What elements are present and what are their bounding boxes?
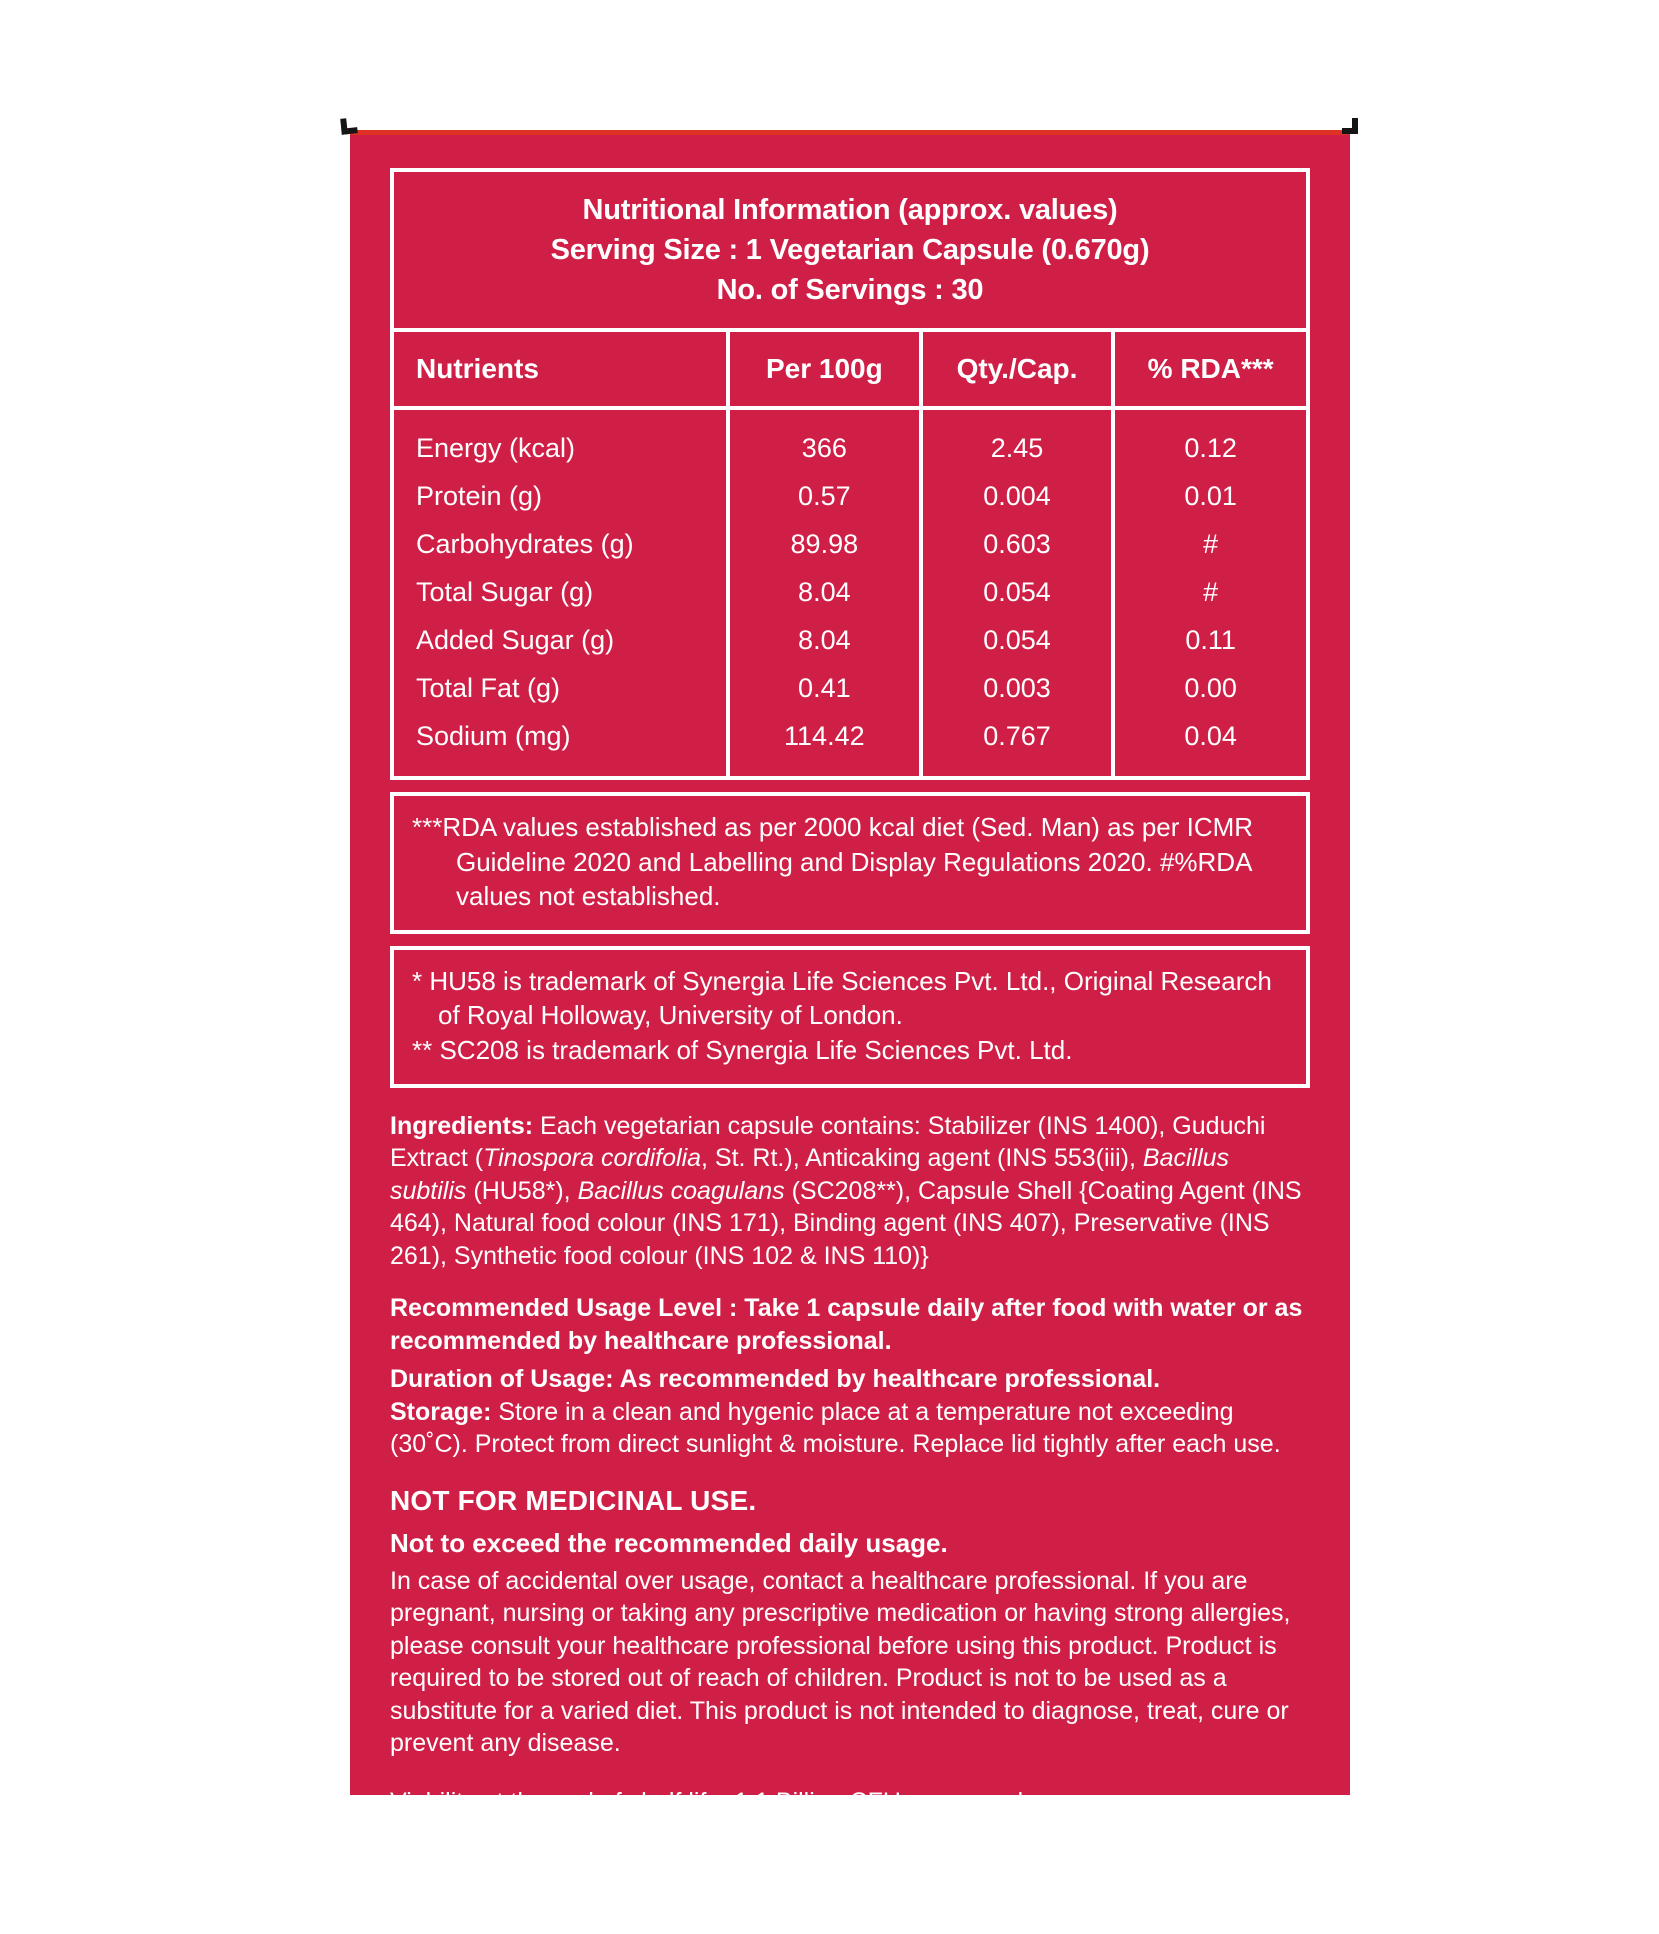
ingredients-species-3: Bacillus coagulans bbox=[577, 1176, 785, 1205]
ingredients-text-2: , St. Rt.), Anticaking agent (INS 553(iii), bbox=[701, 1144, 1143, 1173]
nutrition-table-head bbox=[394, 330, 1306, 408]
storage-text: Store in a clean and hygenic place at a temperature not exceeding (30˚C). Protect from direct sunlight & moisture. Replace lid tightly after each use. bbox=[390, 1397, 1281, 1459]
duration-of-usage-label: Duration of Usage: bbox=[390, 1365, 620, 1394]
table-header-row bbox=[394, 330, 1306, 408]
rda-footnote-text: ***RDA values established as per 2000 kcal diet (Sed. Man) as per ICMR Guideline 2020 and Labelling and Display Regulations 2020. #%RDA values not established. bbox=[412, 812, 1254, 912]
ingredients-species-1: Tinospora cordifolia bbox=[483, 1144, 702, 1173]
storage-label: Storage: bbox=[390, 1397, 492, 1426]
ingredients-paragraph bbox=[390, 1110, 1310, 1273]
cell-pct-rda: # bbox=[1203, 528, 1219, 559]
cell-nutrient: Added Sugar (g) bbox=[394, 616, 728, 664]
warning-body-text: In case of accidental over usage, contact a healthcare professional. If you are pregnant, nursing or taking any prescriptive medication or having strong allergies, please consult your healthcare professional before using this product. Product is required to be stored out of reach of children. Product is not to be used as a substitute for a varied diet. This product is not intended to diagnose, treat, cure or prevent any disease. bbox=[390, 1566, 1291, 1758]
duration-of-usage-text: As recommended by healthcare professional. bbox=[619, 1365, 1161, 1394]
nutrition-information-box bbox=[390, 168, 1310, 780]
label-body-text bbox=[390, 1110, 1310, 1819]
cell-qty-per-cap: 0.004 bbox=[921, 472, 1114, 520]
rda-footnote-box bbox=[390, 792, 1310, 934]
trademark-note-line-2: ** SC208 is trademark of Synergia Life Sciences Pvt. Ltd. bbox=[412, 1034, 1073, 1065]
nutrition-table-body bbox=[394, 408, 1306, 776]
cell-nutrient: Protein (g) bbox=[394, 472, 728, 520]
table-row bbox=[394, 408, 1306, 472]
serving-size-line: Serving Size : 1 Vegetarian Capsule (0.670g) bbox=[550, 234, 1150, 267]
cell-per-100g: 8.04 bbox=[728, 568, 921, 616]
cell-per-100g: 0.57 bbox=[728, 472, 921, 520]
ingredients-text-4: (SC208**), Capsule Shell {Coating Agent (INS 464), Natural food colour (INS 171), Binding agent (INS 407), Preservative (INS 261), Synthetic food colour (INS 102 & INS 110)} bbox=[390, 1176, 1302, 1270]
nutrition-heading bbox=[394, 172, 1306, 328]
viability-statement: Viability at the end of shelf life: 1.1 Billion CFU per capsule. bbox=[390, 1787, 1045, 1816]
column-header-nutrients: Nutrients bbox=[394, 330, 728, 408]
cell-per-100g: 8.04 bbox=[728, 616, 921, 664]
not-for-medicinal-use-title: NOT FOR MEDICINAL USE. bbox=[390, 1484, 757, 1516]
cell-per-100g: 114.42 bbox=[728, 712, 921, 776]
cell-per-100g: 0.41 bbox=[728, 664, 921, 712]
column-header-per-100g: Per 100g bbox=[728, 330, 921, 408]
cell-qty-per-cap: 0.054 bbox=[921, 568, 1114, 616]
do-not-exceed-subtitle: Not to exceed the recommended daily usage. bbox=[390, 1527, 948, 1558]
cell-pct-rda: 0.00 bbox=[1184, 672, 1237, 703]
cell-per-100g: 366 bbox=[728, 408, 921, 472]
cell-nutrient: Energy (kcal) bbox=[394, 408, 728, 472]
trademark-note-box bbox=[390, 946, 1310, 1088]
cell-pct-rda: 0.11 bbox=[1185, 624, 1236, 655]
ingredients-text-3: (HU58*), bbox=[466, 1176, 578, 1205]
cell-per-100g: 89.98 bbox=[728, 520, 921, 568]
cell-pct-rda: # bbox=[1203, 576, 1219, 607]
nutrition-heading-title: Nutritional Information (approx. values) bbox=[582, 194, 1118, 226]
table-row bbox=[394, 520, 1306, 568]
table-row bbox=[394, 616, 1306, 664]
cell-nutrient: Total Fat (g) bbox=[394, 664, 728, 712]
nutrition-facts-table bbox=[394, 328, 1306, 776]
cell-pct-rda: 0.12 bbox=[1184, 432, 1237, 463]
cell-nutrient: Total Sugar (g) bbox=[394, 568, 728, 616]
ingredients-species-2: Bacillus subtilis bbox=[390, 1144, 1230, 1205]
cell-qty-per-cap: 2.45 bbox=[921, 408, 1114, 472]
servings-count-line: No. of Servings : 30 bbox=[716, 274, 984, 307]
table-row bbox=[394, 568, 1306, 616]
storage-paragraph bbox=[390, 1396, 1310, 1461]
cell-qty-per-cap: 0.054 bbox=[921, 616, 1114, 664]
recommended-usage-label: Recommended Usage Level : bbox=[390, 1294, 745, 1323]
cell-pct-rda: 0.04 bbox=[1184, 720, 1237, 751]
ingredients-intro: Each vegetarian capsule contains: Stabilizer (INS 1400), Guduchi Extract ( bbox=[390, 1111, 1266, 1173]
duration-of-usage-paragraph bbox=[390, 1363, 1310, 1396]
trademark-note-line-1: * HU58 is trademark of Synergia Life Sciences Pvt. Ltd., Original Research of Royal Holloway, University of London. bbox=[412, 965, 1272, 1031]
recommended-usage-text: Take 1 capsule daily after food with water or as recommended by healthcare professional. bbox=[390, 1294, 1303, 1355]
cell-qty-per-cap: 0.003 bbox=[921, 664, 1114, 712]
cell-pct-rda: 0.01 bbox=[1184, 480, 1237, 511]
column-header-qty-per-cap: Qty./Cap. bbox=[921, 330, 1114, 408]
cell-qty-per-cap: 0.603 bbox=[921, 520, 1114, 568]
column-header-pct-rda: % RDA*** bbox=[1113, 330, 1306, 408]
product-label-panel bbox=[350, 130, 1350, 1816]
ingredients-label: Ingredients: bbox=[390, 1111, 534, 1140]
recommended-usage-paragraph bbox=[390, 1292, 1310, 1357]
table-row bbox=[394, 712, 1306, 776]
cell-nutrient: Carbohydrates (g) bbox=[394, 520, 728, 568]
cell-nutrient: Sodium (mg) bbox=[394, 712, 728, 776]
table-row bbox=[394, 472, 1306, 520]
table-row bbox=[394, 664, 1306, 712]
cell-qty-per-cap: 0.767 bbox=[921, 712, 1114, 776]
label-content bbox=[350, 130, 1350, 1818]
